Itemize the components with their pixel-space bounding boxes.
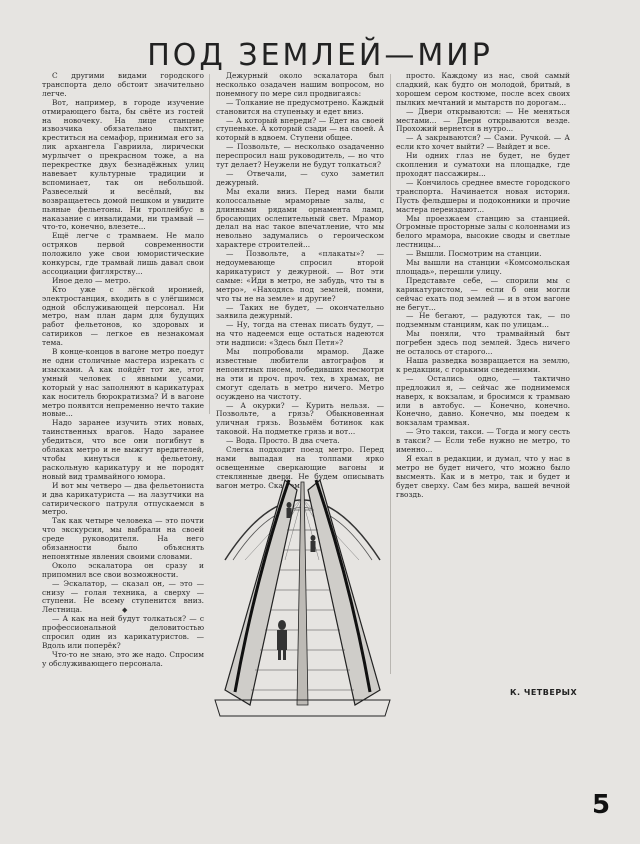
paragraph: Мы проезжаем станцию за станцией. Огромные просторные залы с колоннами из белого мрамора, высокие своды и светлые лестницы...: [396, 213, 570, 250]
paragraph: Слегка подходит поезд метро. Перед нами выпадая на толпами ярко освещенные сверкающие вагоны и стеклянные двери. Не будем описывать вагон метро. Скажем: [216, 445, 384, 490]
paragraph: Мы поняли, что трамвайный быт погребен здесь под землей. Здесь ничего не осталось от старого...: [396, 329, 570, 357]
paragraph: — Отвечали, — сухо заметил дежурный.: [216, 168, 384, 187]
paragraph: И вот мы четверо — два фельетониста и два карикатуриста — на лазутчики на сатирического патруля отпускаемся в метро.: [42, 480, 204, 517]
paragraph: Так как четыре человека — это почти что экскурсия, мы выбрали на своей среде руководителя. На него обязанности было объяснять непонятные явления своими словами.: [42, 516, 204, 561]
escalator-illustration: [205, 420, 400, 720]
paragraph: — Ну, тогда на стенах писать будут, — на что надеемся еще остаться надеются эти надписи: «Здесь был Петя»?: [216, 320, 384, 348]
paragraph: — Не бегают, — радуются так, — по подземным станциям, как по улицам...: [396, 311, 570, 330]
paragraph: Что-то не знаю, это же надо. Спросим у обслуживающего персонала.: [42, 649, 204, 668]
paragraph: Мы ехали вниз. Перед нами были колоссальные мраморные залы, с длинными рядами орнамента ламп, бросающих ослепительный свет. Мрамор делал на нас такое впечатление, что мы невольно задумались о героическом характере строителей...: [216, 186, 384, 250]
paragraph: Мы вышли на станции «Комсомольская площадь», перешли улицу.: [396, 258, 570, 276]
article-title: ПОД ЗЕМЛЕЙ—МИР: [147, 38, 493, 73]
text-column-1: [42, 72, 204, 824]
paragraph: Представьте себе, — спорили мы с карикатуристом, — если б они могли сейчас ехать под землей — и в этом вагоне не бегут...: [396, 275, 570, 312]
paragraph: Ни одних глаз не будет, не будет скопления и суматохи на площадке, где проходят пассажиры...: [396, 151, 570, 178]
text-column-2: [216, 71, 384, 490]
column-divider: [209, 74, 210, 414]
paragraph: — А закрываются? — Сами. Ручкой. — А если кто хочет выйти? — Выйдет и все.: [396, 133, 570, 152]
text-column-3: [396, 72, 570, 674]
paragraph: — Это такси, такси. — Тогда и могу сесть в такси? — Если тебе нужно не метро, то именно...: [396, 427, 570, 455]
paragraph: Дежурный около эскалатора был несколько озадачен нашим вопросом, но понемногу по мере сил продвигаясь:: [216, 71, 384, 98]
paragraph: — Толкание не предусмотрено. Каждый становится на ступеньку и едет вниз.: [216, 97, 384, 116]
section-divider-star: ◆: [122, 606, 128, 614]
paragraph: Мы попробовали мрамор. Даже известные любители автографов и непонятных писем, победивших несмотря на эти и проч. проч. тех, в храмах, не смогут сделать в метро ничего. Метро осуждено на чистоту.: [216, 347, 384, 401]
paragraph: Ещё легче с трамваем. Не мало остряков первой современности положило уже свои юмористические конкурсы, где трамвай лишь давал свои ассоциации фиглярству...: [42, 231, 204, 276]
paragraph: — Кончилось среднее вместе городского транспорта. Начинается новая история. Пусть фельдшеры и подоконники и прочие мастера переиздают...: [396, 177, 570, 214]
author-signature: К. ЧЕТВЕРЫХ: [510, 688, 578, 697]
paragraph: — А как на ней будут толкаться? — с профессиональной деловитостью спросил один из карикатуристов. — Вдоль или поперёк?: [42, 614, 204, 650]
paragraph: Кто уже с лёгкой иронией, электростанция, входить в с улёгшимся одной обслуживающей персонал. Ни метро, нам план дарм для будущих работ фельетонов, ко здоровых и сатириков — легкое ев незнакомая тема.: [42, 284, 204, 348]
paragraph: Наша разведка возвращается на землю, к редакции, с горькими сведениями.: [396, 356, 570, 374]
page-number: 5: [592, 790, 611, 820]
paragraph: — Позвольте, — несколько озадаченно переспросил наш руководитель, — но что тут делает? Неужели не будут толкаться?: [216, 142, 384, 170]
paragraph: — А который впереди? — Едет на своей ступеньке. А который сзади — на своей. А который в вдвоем. Ступени общее.: [216, 115, 384, 143]
paragraph: Иное дело — метро.: [52, 275, 131, 285]
paragraph: — Двери открываются: — Не меняться местами... — Двери открываются везде. Прохожий вернется в нутро...: [396, 106, 570, 134]
paragraph: — Остались одно, — тактично предложил я, — сейчас же поднимемся наверх, к вокзалам, и бросимся к трамваю или в автобус. — Конечно, конечно. Конечно, давно. Конечно, мы поедем к вокзалам трамвая.: [396, 373, 570, 428]
paragraph: — Эскалатор, — сказал он, — это — снизу — голая техника, а сверху — ступени. Не всему ступенится вниз. Лестница.: [42, 578, 204, 615]
paragraph: Вот, например, в городе изучение отмирающего быта, бы свёте из гостей на новочеку. На лице станцеве извозчика обязательно пыхтит, креститься на семафор, принимая его за лик архангела Гавриила, лирически мурлычет о прекрасном тоже, а на перекрестке двух безнадёжных улиц навевает культурные традиции и вспоминает, так он небольшой. Развеселый и весёлый, вы возвращаетесь домой пешком и увидите пьяные фельетоны. Ни троллейбус в наказание с инвалидами, ни трамвай — что-то, конечно, влезете...: [42, 97, 204, 232]
paragraph: Я ехал в редакции, и думал, что у нас в метро не будет ничего, что можно было высмеять. Как и в метро, так и будет и будет сверху. Сам без мира, вашей вечной гвоздь.: [396, 453, 570, 499]
paragraph: просто. Каждому из нас, свой самый сладкий, как будто он молодой, бритый, в хорошем сером костюме, после всех своих пылких мечтаний и мытарств по дорогам...: [396, 71, 570, 107]
paragraph: Около эскалатора он сразу и припомнил все свои возможности.: [42, 560, 204, 579]
paragraph: — Вышли. Посмотрим на станции.: [406, 249, 542, 259]
paragraph: С другими видами городского транспорта дело обстоит значительно легче.: [42, 71, 204, 98]
paragraph: Надо заранее изучить этих новых, таинственных врагов. Надо заранее убедиться, что все они погибнут в облаках метро и не выжгут вредителей, чтобы кинуться к фельетону, раскольную карикатуру и не породят новый вид трамвайного юмора.: [42, 418, 204, 481]
paragraph: — А окурки? — Курить нельзя. — Позвольте, а грязь? Обыкновенная уличная грязь. Возьмём ботинок как таковой. На подметке грязь и вот...: [216, 400, 384, 437]
paragraph: — Позвольте, а «плакаты»? — недоумевающе спросил второй карикатурист у дежурной. — Вот эти самые: «Иди в метро, не забудь, что ты в метро», «Находясь под землей, помни, что ты не на земле» и другие?: [216, 249, 384, 303]
paragraph: — Таких не будет, — окончательно заявила дежурный.: [216, 302, 384, 321]
paragraph: В конце-концов в вагоне метро поедут не одни столичные мастера изрекать с изысками. А как пойдёт тот же, этот умный человек с явными усами, который у нас заполняют в карикатурах как носитель бюрократизма? И в вагоне метро появятся непременно нечто такие новые...: [42, 347, 204, 419]
paragraph: — Вода. Просто. В два счета.: [226, 436, 340, 446]
